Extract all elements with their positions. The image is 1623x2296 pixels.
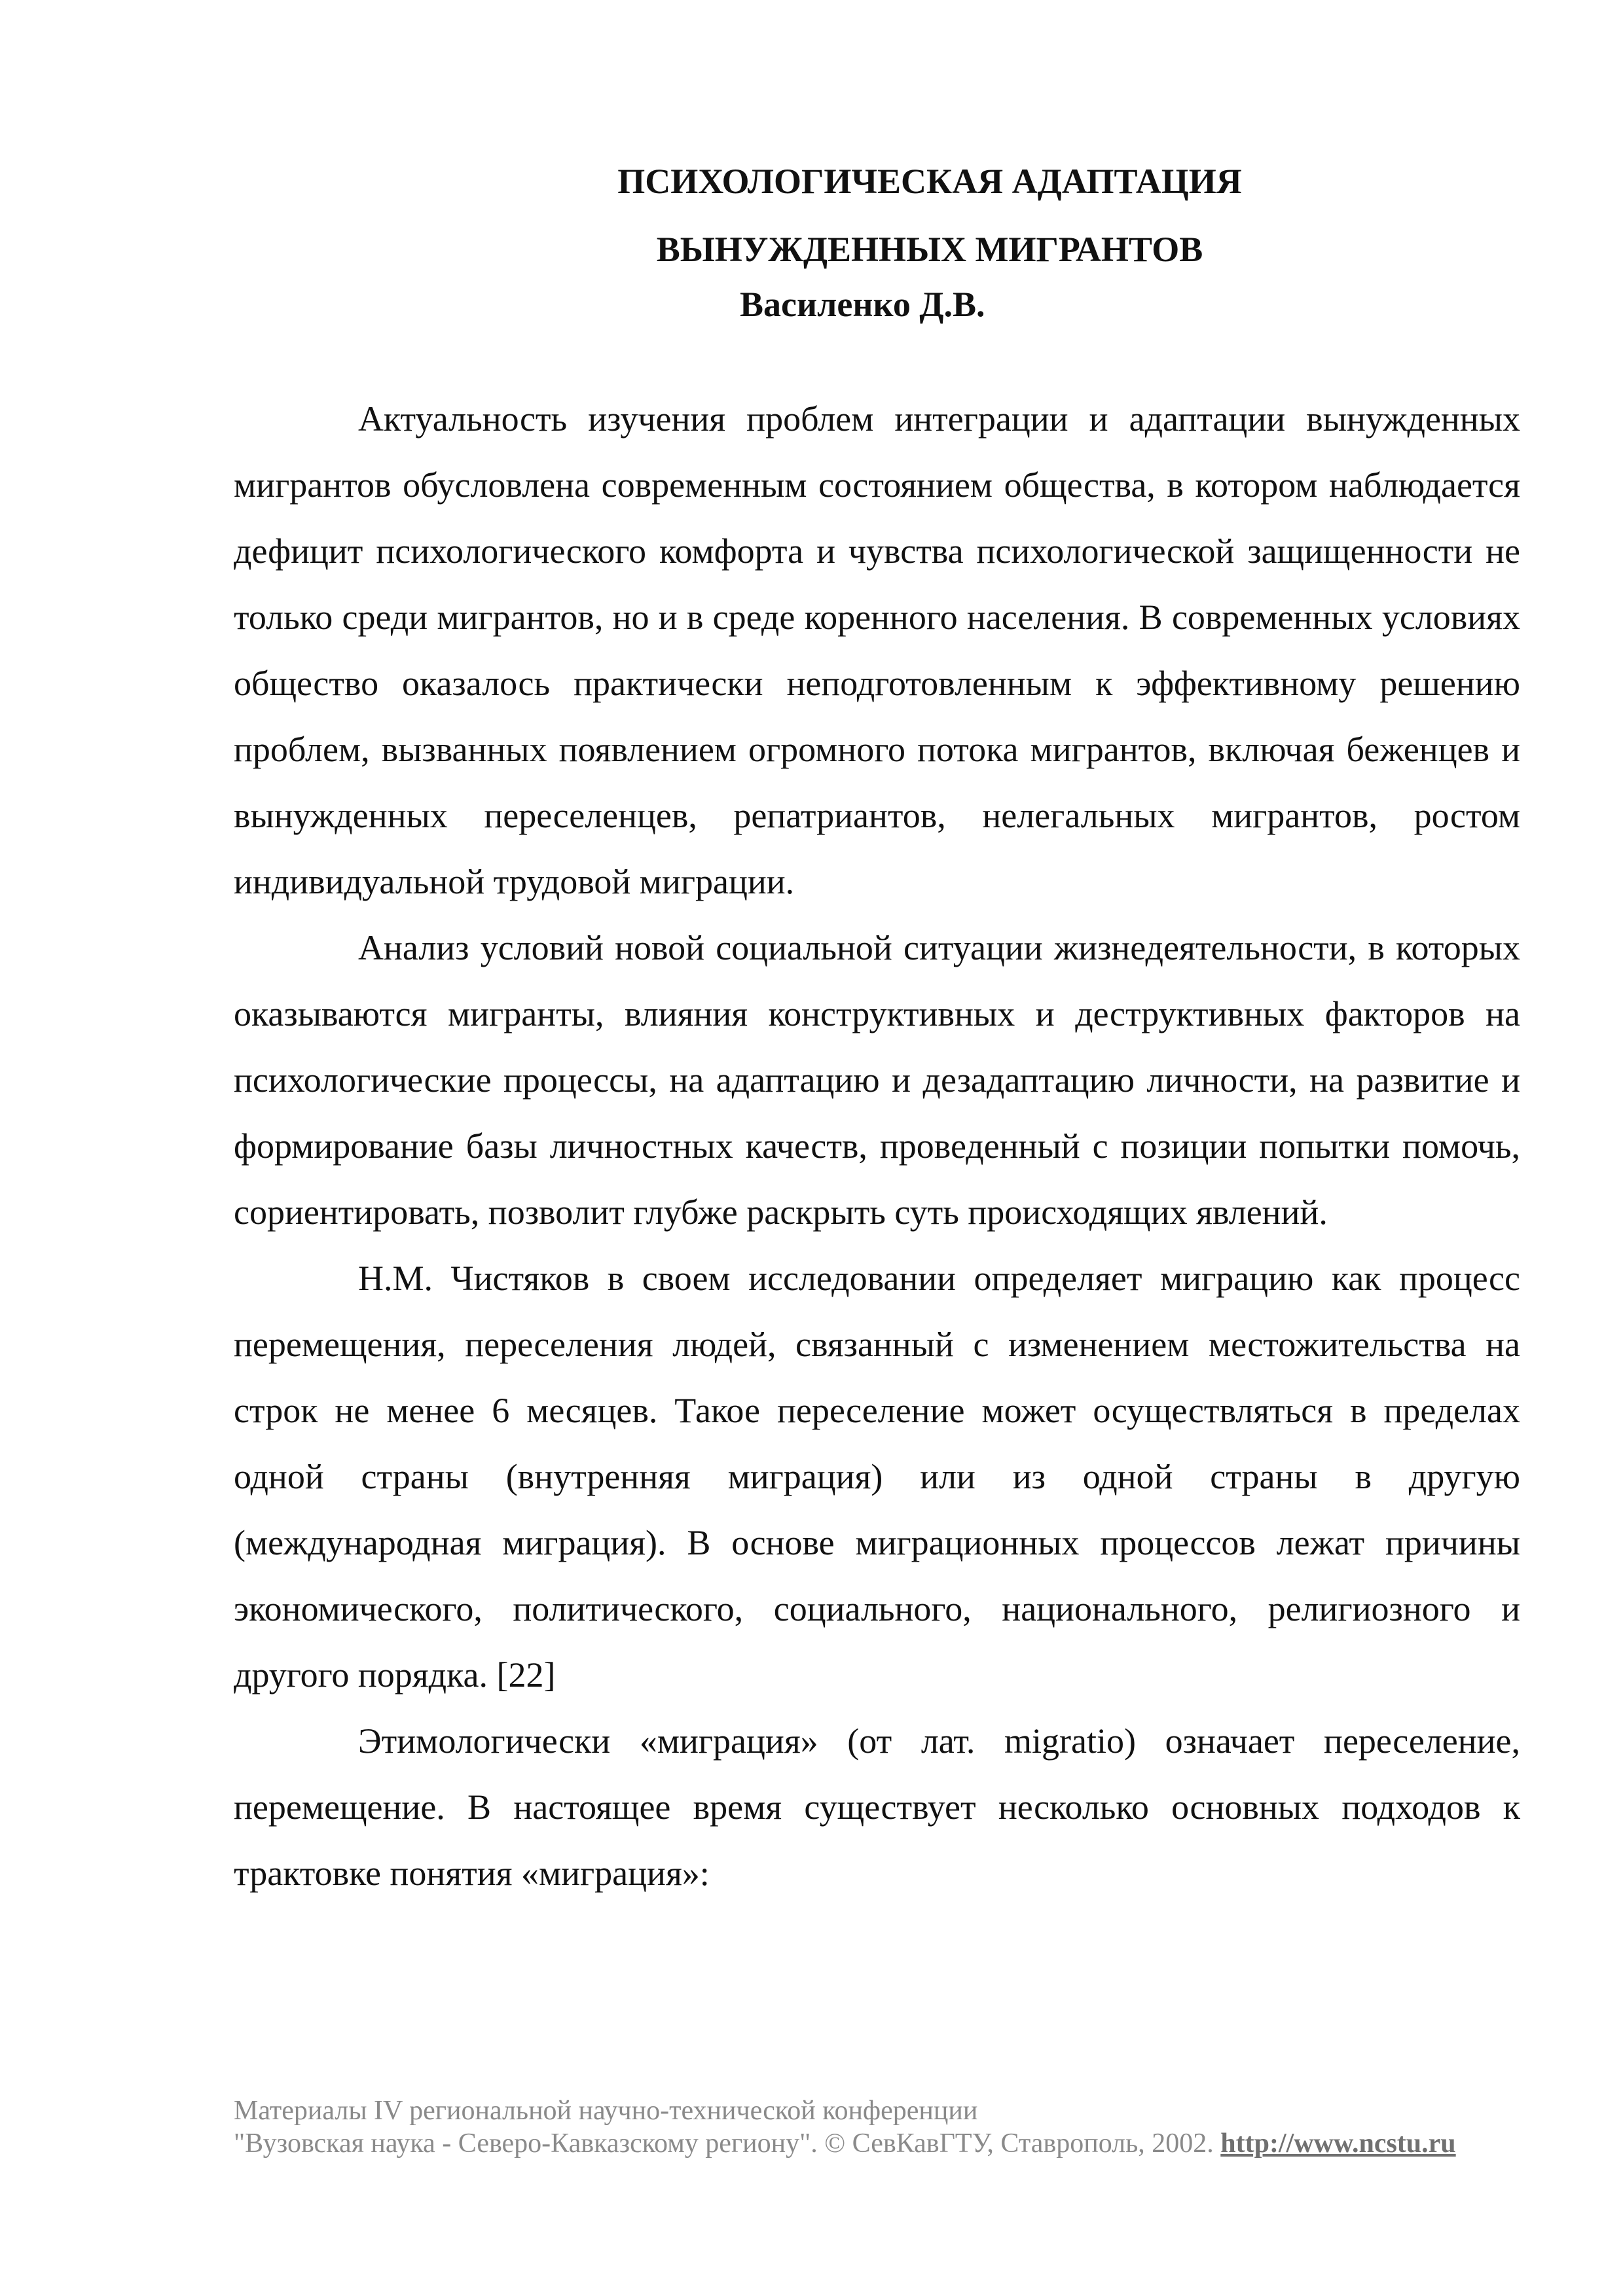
page-footer [234, 2094, 1543, 2160]
paragraph-1: Актуальность изучения проблем интеграции и адаптации вынужденных мигрантов обусловлена современным состоянием общества, в котором наблюдается дефицит психологического комфорта и чувства психологической защищенности не только среди мигрантов, но и в среде коренного населения. В современных условиях общество оказалось практически неподготовленным к эффективному решению проблем, вызванных появлением огромного потока мигрантов, включая беженцев и вынужденных переселенцев, репатриантов, нелегальных мигрантов, ростом индивидуальной трудовой миграции. [234, 399, 1520, 901]
body-text [234, 386, 1520, 1907]
footer-copyright-text: "Вузовская наука - Северо-Кавказскому региону". © СевКавГТУ, Ставрополь, 2002. [234, 2128, 1214, 2159]
title-line-2: ВЫНУЖДЕННЫХ МИГРАНТОВ [656, 230, 1203, 269]
title-line-1: ПСИХОЛОГИЧЕСКАЯ АДАПТАЦИЯ [617, 162, 1242, 201]
paragraph-4: Этимологически «миграция» (от лат. migratio) означает переселение, перемещение. В настоящее время существует несколько основных подходов к трактовке понятия «миграция»: [234, 1721, 1520, 1893]
author-name: Василенко Д.В. [740, 285, 985, 324]
document-title [537, 147, 1322, 283]
paragraph-3: Н.М. Чистяков в своем исследовании определяет миграцию как процесс перемещения, переселения людей, связанный с изменением местожительства на строк не менее 6 месяцев. Такое переселение может осуществляться в пределах одной страны (внутренняя миграция) или из одной страны в другую (международная миграция). В основе миграционных процессов лежат причины экономического, политического, социального, национального, религиозного и другого порядка. [22] [234, 1259, 1520, 1695]
footer-conference-line: Материалы IV региональной научно-технической конференции [234, 2096, 978, 2126]
paragraph-2: Анализ условий новой социальной ситуации жизнедеятельности, в которых оказываются мигранты, влияния конструктивных и деструктивных факторов на психологические процессы, на адаптацию и дезадаптацию личности, на развитие и формирование базы личностных качеств, проведенный с позиции попытки помочь, сориентировать, позволит глубже раскрыть суть происходящих явлений. [234, 928, 1520, 1232]
footer-copyright-line [234, 2127, 1543, 2160]
footer-website-link[interactable]: http://www.ncstu.ru [1220, 2128, 1456, 2159]
